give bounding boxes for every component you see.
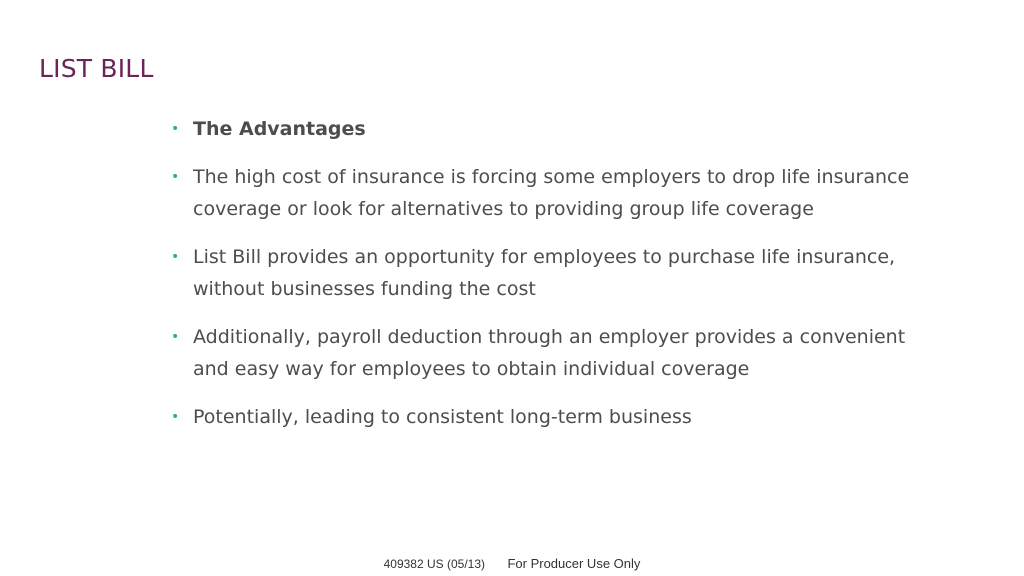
bullet-item	[171, 401, 931, 433]
bullet-text: The Advantages	[193, 118, 366, 140]
slide-title: LIST BILL	[39, 54, 154, 83]
bullet-item	[171, 241, 931, 305]
footer	[0, 555, 1024, 573]
bullet-item	[171, 113, 931, 145]
bullet-icon: •	[171, 169, 180, 185]
bullet-icon: •	[171, 121, 180, 137]
bullet-text: Potentially, leading to consistent long-term business	[193, 406, 692, 428]
bullet-icon: •	[171, 329, 180, 345]
bullet-text: The high cost of insurance is forcing some employers to drop life insurance coverage or look for alternatives to providing group life coverage	[193, 166, 910, 220]
bullet-list	[171, 113, 931, 449]
footer-form-code: 409382 US (05/13)	[383, 557, 485, 571]
bullet-icon: •	[171, 249, 180, 265]
bullet-icon: •	[171, 409, 180, 425]
bullet-item	[171, 321, 931, 385]
footer-disclaimer: For Producer Use Only	[507, 556, 641, 571]
bullet-text: List Bill provides an opportunity for employees to purchase life insurance, without businesses funding the cost	[193, 246, 896, 300]
bullet-text: Additionally, payroll deduction through an employer provides a convenient and easy way for employees to obtain individual coverage	[193, 326, 906, 380]
bullet-item	[171, 161, 931, 225]
